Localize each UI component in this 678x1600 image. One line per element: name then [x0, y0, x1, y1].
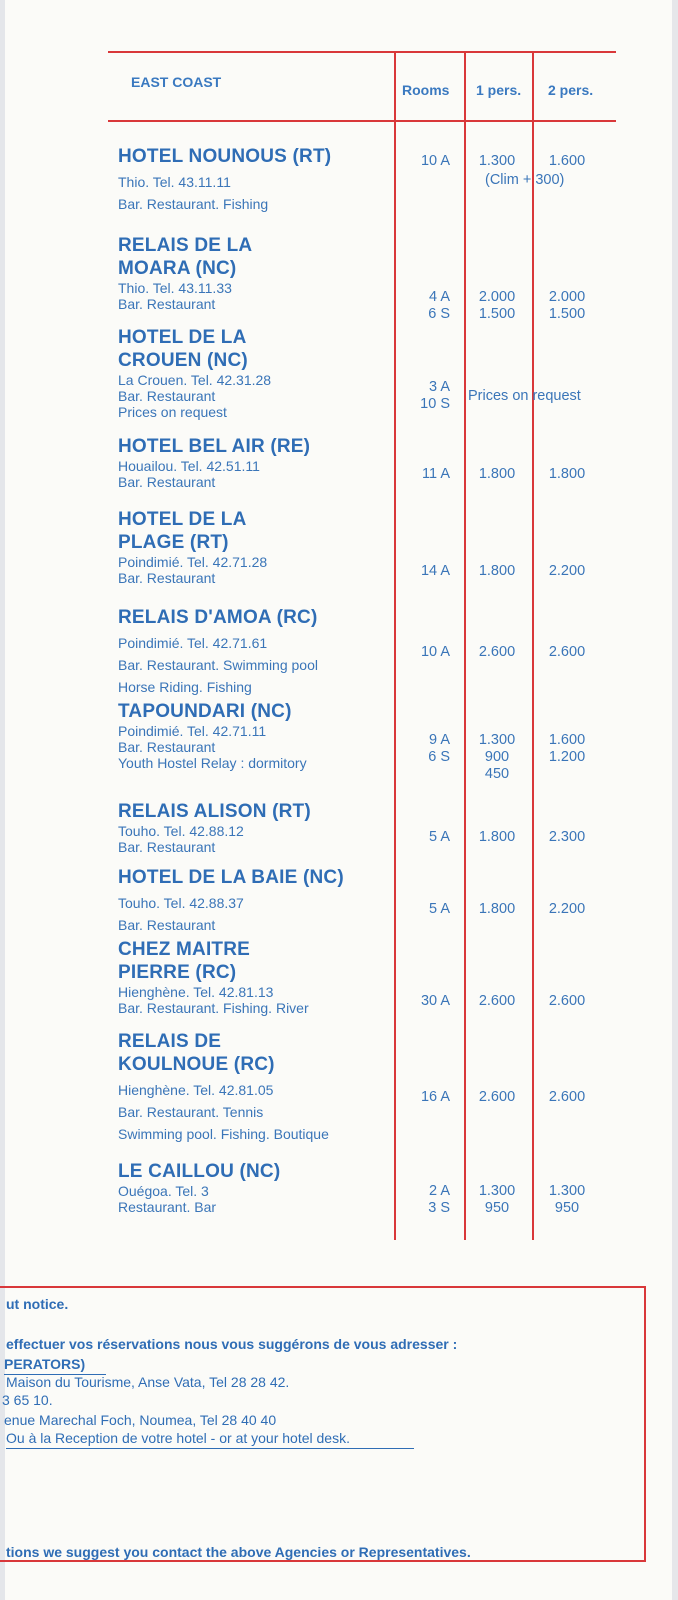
- rooms-cell: 10 A: [420, 644, 450, 660]
- table-header-rule: [108, 120, 616, 122]
- hotel-entry: [118, 866, 393, 933]
- rooms-column-rule: [394, 52, 396, 1240]
- hotel-location-phone: Poindimié. Tel. 42.71.11: [118, 723, 267, 739]
- one-pers-price-cell: 1.800: [478, 829, 516, 845]
- one-pers-price-cell: 1.800: [478, 563, 516, 579]
- one-pers-price-cell: 1.800: [478, 901, 516, 917]
- two-pers-price-cell: 1.300: [548, 1183, 586, 1199]
- hotel-name: HOTEL NOUNOUS (RT): [118, 146, 332, 167]
- hotel-location-phone: Thio. Tel. 43.11.33: [118, 280, 232, 296]
- hotel-name: PIERRE (RC): [118, 962, 237, 983]
- rooms-cell: 16 A: [420, 1089, 450, 1105]
- notice-line-4: Maison du Tourisme, Anse Vata, Tel 28 28 42.: [6, 1374, 290, 1390]
- hotel-entry: [118, 606, 393, 695]
- rooms-cell: 11 A: [422, 466, 450, 482]
- hotel-amenities: Bar. Restaurant. Swimming pool: [118, 657, 318, 673]
- hotel-entry: [118, 1030, 393, 1142]
- hotel-entry: [118, 234, 393, 312]
- hotel-name: RELAIS D'AMOA (RC): [118, 607, 318, 628]
- notice-line-1: ut notice.: [6, 1296, 69, 1312]
- hotel-entry: [118, 800, 393, 855]
- hotel-name: KOULNOUE (RC): [118, 1054, 275, 1075]
- one-pers-price-cell: 2.600: [478, 993, 516, 1009]
- hotel-amenities: Youth Hostel Relay : dormitory: [118, 755, 307, 771]
- rooms-cell: 10 A: [420, 153, 450, 169]
- notice-line-8: tions we suggest you contact the above Agencies or Representatives.: [6, 1544, 471, 1560]
- rooms-cell: 9 A: [429, 732, 450, 748]
- two-pers-price-cell: 1.600: [548, 732, 586, 748]
- rooms-cell: 3 S: [428, 1200, 450, 1216]
- two-pers-price-cell: 1.500: [548, 306, 586, 322]
- hotel-amenities: Restaurant. Bar: [118, 1199, 217, 1215]
- hotel-location-phone: Houailou. Tel. 42.51.11: [118, 458, 260, 474]
- notice-line-6: enue Marechal Foch, Noumea, Tel 28 40 40: [4, 1412, 277, 1428]
- rooms-cell: 14 A: [420, 563, 450, 579]
- price-note: Prices on request: [468, 388, 581, 404]
- hotel-entry: [118, 700, 393, 771]
- rooms-cell: 10 S: [420, 396, 450, 412]
- hotel-name: TAPOUNDARI (NC): [118, 701, 292, 722]
- hotel-name: HOTEL BEL AIR (RE): [118, 436, 311, 457]
- price-note: (Clim + 300): [485, 172, 565, 188]
- notice-line-3: PERATORS): [4, 1356, 86, 1372]
- hotel-entry: [118, 326, 393, 420]
- one-pers-price-cell: 1.500: [478, 306, 516, 322]
- hotel-name: RELAIS ALISON (RT): [118, 801, 311, 822]
- hotel-name: HOTEL DE LA: [118, 327, 247, 348]
- one-pers-column-header: 1 pers.: [476, 82, 522, 98]
- hotel-name: MOARA (NC): [118, 258, 237, 279]
- rooms-cell: 3 A: [429, 379, 450, 395]
- one-pers-price-cell: 1.800: [478, 466, 516, 482]
- hotel-location-phone: Touho. Tel. 42.88.12: [118, 823, 244, 839]
- hotel-location-phone: Hienghène. Tel. 42.81.13: [118, 984, 274, 1000]
- one-pers-price-cell: 2.600: [478, 1089, 516, 1105]
- rooms-cell: 4 A: [429, 289, 450, 305]
- rooms-cell: 5 A: [429, 829, 450, 845]
- table-top-rule: [108, 51, 616, 53]
- hotel-amenities: Bar. Restaurant: [118, 296, 216, 312]
- hotel-amenities: Bar. Restaurant: [118, 388, 216, 404]
- two-pers-price-cell: 950: [554, 1200, 580, 1216]
- notice-line-5: 3 65 10.: [2, 1392, 53, 1408]
- one-pers-price-cell: 1.300: [478, 1183, 516, 1199]
- two-pers-column-header: 2 pers.: [548, 82, 594, 98]
- one-pers-price-cell: 950: [484, 1200, 510, 1216]
- one-pers-price-cell: 450: [484, 766, 510, 782]
- hotel-name: RELAIS DE LA: [118, 235, 253, 256]
- one-pers-price-cell: 900: [484, 749, 510, 765]
- two-pers-price-cell: 2.600: [548, 1089, 586, 1105]
- two-pers-column-rule: [532, 52, 534, 1240]
- region-heading: EAST COAST: [131, 74, 222, 90]
- hotel-location-phone: Poindimié. Tel. 42.71.61: [118, 635, 268, 651]
- hotel-location-phone: La Crouen. Tel. 42.31.28: [118, 372, 272, 388]
- rooms-cell: 6 S: [428, 749, 450, 765]
- hotel-name: CHEZ MAITRE: [118, 939, 251, 960]
- two-pers-price-cell: 1.800: [548, 466, 586, 482]
- hotel-entry: [118, 435, 393, 490]
- one-pers-price-cell: 2.600: [478, 644, 516, 660]
- hotel-name: LE CAILLOU (NC): [118, 1161, 281, 1182]
- rooms-cell: 5 A: [429, 901, 450, 917]
- hotel-location-phone: Ouégoa. Tel. 3: [118, 1183, 209, 1199]
- hotel-entry: [118, 508, 393, 586]
- two-pers-price-cell: 2.200: [548, 563, 586, 579]
- two-pers-price-cell: 1.600: [548, 153, 586, 169]
- hotel-location-phone: Poindimié. Tel. 42.71.28: [118, 554, 268, 570]
- hotel-entry: [118, 938, 393, 1016]
- hotel-name: HOTEL DE LA: [118, 509, 247, 530]
- two-pers-price-cell: 2.600: [548, 993, 586, 1009]
- two-pers-price-cell: 2.200: [548, 901, 586, 917]
- rooms-cell: 6 S: [428, 306, 450, 322]
- hotel-amenities: Bar. Restaurant: [118, 739, 216, 755]
- hotel-location-phone: Touho. Tel. 42.88.37: [118, 895, 244, 911]
- rooms-cell: 2 A: [429, 1183, 450, 1199]
- hotel-amenities: Bar. Restaurant: [118, 917, 216, 933]
- hotel-entry: [118, 1160, 393, 1215]
- hotel-name: PLAGE (RT): [118, 532, 229, 553]
- two-pers-price-cell: 2.000: [548, 289, 586, 305]
- hotel-name: HOTEL DE LA BAIE (NC): [118, 867, 344, 888]
- rooms-column-header: Rooms: [402, 82, 450, 98]
- hotel-amenities: Prices on request: [118, 404, 227, 420]
- notice-line-7-underline: [6, 1448, 414, 1449]
- hotel-location-phone: Hienghène. Tel. 42.81.05: [118, 1082, 274, 1098]
- hotel-amenities: Bar. Restaurant. Tennis: [118, 1104, 264, 1120]
- two-pers-price-cell: 1.200: [548, 749, 586, 765]
- hotel-amenities: Bar. Restaurant. Fishing. River: [118, 1000, 309, 1016]
- page-edge-right: [672, 0, 678, 1600]
- hotel-amenities: Bar. Restaurant: [118, 570, 216, 586]
- hotel-name: CROUEN (NC): [118, 350, 248, 371]
- hotel-amenities: Bar. Restaurant. Fishing: [118, 196, 269, 212]
- one-pers-price-cell: 1.300: [478, 153, 516, 169]
- one-pers-price-cell: 2.000: [478, 289, 516, 305]
- hotel-amenities: Bar. Restaurant: [118, 474, 216, 490]
- rooms-cell: 30 A: [420, 993, 450, 1009]
- notice-line-2: effectuer vos réservations nous vous suggérons de vous adresser :: [6, 1336, 458, 1352]
- hotel-entry: [118, 145, 393, 212]
- hotel-location-phone: Thio. Tel. 43.11.11: [118, 174, 231, 190]
- hotel-amenities: Bar. Restaurant: [118, 839, 216, 855]
- one-pers-price-cell: 1.300: [478, 732, 516, 748]
- hotel-amenities: Swimming pool. Fishing. Boutique: [118, 1126, 329, 1142]
- two-pers-price-cell: 2.300: [548, 829, 586, 845]
- notice-line-7: Ou à la Reception de votre hotel - or at your hotel desk.: [6, 1430, 350, 1446]
- hotel-amenities: Horse Riding. Fishing: [118, 679, 252, 695]
- hotel-name: RELAIS DE: [118, 1031, 222, 1052]
- two-pers-price-cell: 2.600: [548, 644, 586, 660]
